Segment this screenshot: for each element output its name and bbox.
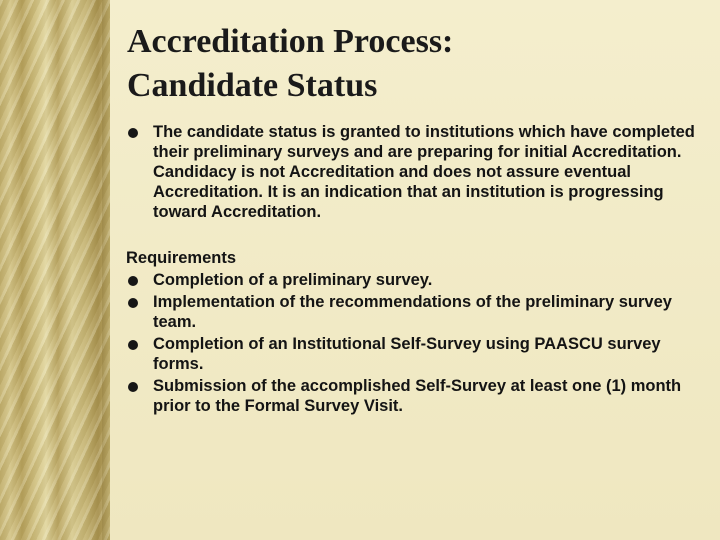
requirement-text: Completion of an Institutional Self-Survey using PAASCU survey forms.: [153, 335, 661, 373]
round-bullet-icon: [126, 334, 153, 354]
requirements-heading: Requirements: [126, 249, 237, 267]
round-bullet-icon: [126, 292, 153, 312]
requirements-list: [126, 270, 711, 416]
slide-title: [127, 20, 687, 108]
slide-body: [126, 122, 711, 418]
round-bullet-icon: [126, 376, 153, 396]
requirement-item: [126, 270, 711, 290]
requirement-item: [126, 292, 711, 332]
title-line-1: Accreditation Process:: [127, 23, 454, 60]
requirement-text: Submission of the accomplished Self-Survey at least one (1) month prior to the Formal Survey Visit.: [153, 377, 682, 415]
intro-bullet-text: The candidate status is granted to institutions which have completed their preliminary surveys and are preparing for initial Accreditation. Candidacy is not Accreditation and does not assure eventual Accreditation. It is an indication that an institution is progressing toward Accreditation.: [153, 123, 695, 221]
decorative-side-band: [0, 0, 110, 540]
round-bullet-icon: [126, 122, 153, 142]
intro-bullet-item: [126, 122, 711, 222]
requirement-item: [126, 334, 711, 374]
title-line-2: Candidate Status: [127, 67, 378, 104]
requirement-text: Implementation of the recommendations of the preliminary survey team.: [153, 293, 672, 331]
round-bullet-icon: [126, 270, 153, 290]
requirement-item: [126, 376, 711, 416]
requirement-text: Completion of a preliminary survey.: [153, 271, 433, 289]
